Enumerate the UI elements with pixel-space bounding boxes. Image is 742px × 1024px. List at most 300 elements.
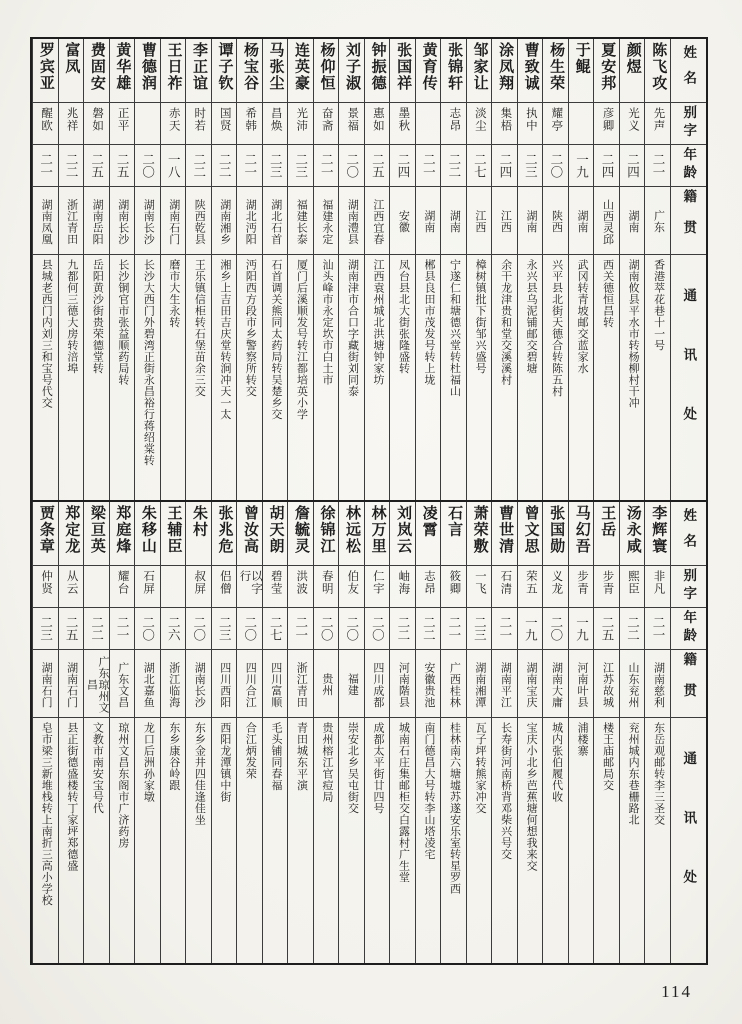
- age-cell: [161, 608, 186, 650]
- person-column: [364, 39, 390, 500]
- person-age: 二三: [38, 616, 53, 641]
- native-place-cell: [314, 650, 339, 718]
- courtesy-name-cell: [314, 566, 339, 608]
- age-cell: [441, 145, 466, 187]
- person-native: 湖南湘潭: [473, 661, 486, 708]
- person-name: 贾条章: [37, 505, 54, 555]
- name-cell: [645, 39, 670, 103]
- person-zi: 耀亭: [550, 107, 563, 132]
- person-age: 二一: [319, 153, 334, 178]
- person-zi: 集梧: [499, 107, 512, 132]
- courtesy-name-cell: [416, 103, 441, 145]
- age-cell: [365, 145, 390, 187]
- person-zi: 奋斋: [320, 107, 333, 132]
- age-cell: [263, 145, 288, 187]
- native-place-cell: [441, 187, 466, 255]
- name-cell: [314, 502, 339, 566]
- person-age: 二二: [217, 153, 232, 178]
- name-cell: [467, 502, 492, 566]
- name-cell: [339, 39, 364, 103]
- address-cell: [135, 718, 160, 963]
- native-place-cell: [492, 650, 517, 718]
- person-name: 林万里: [369, 505, 386, 555]
- person-native: 湖北嘉鱼: [142, 661, 155, 708]
- native-place-cell: [212, 650, 237, 718]
- person-age: 二〇: [319, 616, 334, 641]
- person-address: 磨市大生永转: [167, 259, 180, 328]
- address-cell: [237, 255, 262, 500]
- person-name: 涂凤翔: [497, 42, 514, 92]
- name-cell: [237, 502, 262, 566]
- person-address: 东乡康谷岭跟: [167, 722, 180, 791]
- name-cell: [645, 502, 670, 566]
- person-zi: 景福: [346, 107, 359, 132]
- person-age: 二一: [421, 153, 436, 178]
- native-place-cell: [339, 187, 364, 255]
- person-column: [134, 39, 160, 500]
- person-native: 安徽贵池: [422, 661, 435, 708]
- age-cell: [314, 145, 339, 187]
- native-place-cell: [263, 187, 288, 255]
- name-cell: [416, 39, 441, 103]
- person-name: 曾文思: [522, 505, 539, 555]
- header-column: [670, 39, 706, 500]
- person-native: 福建长泰: [295, 198, 308, 245]
- person-zi: 仲贤: [40, 570, 53, 595]
- person-name: 胡天朗: [267, 505, 284, 555]
- person-zi: 春明: [320, 570, 333, 595]
- native-place-cell: [59, 650, 84, 718]
- person-age: 二三: [217, 616, 232, 641]
- person-native: 浙江青田: [295, 661, 308, 708]
- age-cell: [467, 145, 492, 187]
- native-place-cell: [339, 650, 364, 718]
- courtesy-name-cell: [365, 566, 390, 608]
- person-column: [542, 502, 568, 963]
- address-cell: [492, 255, 517, 500]
- person-zi: 国贤: [218, 107, 231, 132]
- person-zi: 希韩: [244, 107, 257, 132]
- native-place-cell: [288, 650, 313, 718]
- name-cell: [390, 39, 415, 103]
- courtesy-name-cell: [569, 103, 594, 145]
- native-place-cell: [569, 187, 594, 255]
- person-age: 二五: [599, 616, 614, 641]
- name-cell: [365, 39, 390, 103]
- header-column: [670, 502, 706, 963]
- native-place-cell: [59, 187, 84, 255]
- person-name: 刘岚云: [395, 505, 412, 555]
- person-native: 广东: [652, 210, 665, 233]
- person-age: 二二: [395, 616, 410, 641]
- native-place-cell: [135, 187, 160, 255]
- person-name: 李正谊: [190, 42, 207, 92]
- person-zi: 从云: [65, 570, 78, 595]
- address-cell: [288, 718, 313, 963]
- person-column: [644, 502, 670, 963]
- person-native: 湖南石门: [40, 661, 53, 708]
- native-place-cell: [416, 650, 441, 718]
- person-zi: 惠如: [371, 107, 384, 132]
- person-column: [32, 39, 58, 500]
- name-cell: [594, 502, 619, 566]
- person-zi: 非凡: [652, 570, 665, 595]
- age-cell: [390, 608, 415, 650]
- courtesy-name-cell: [314, 103, 339, 145]
- age-cell: [339, 608, 364, 650]
- name-cell: [110, 39, 135, 103]
- age-cell: [212, 145, 237, 187]
- courtesy-name-cell: [365, 103, 390, 145]
- person-zi: 磐如: [91, 107, 104, 132]
- person-column: [58, 39, 84, 500]
- age-cell: [441, 608, 466, 650]
- person-age: 二一: [115, 616, 130, 641]
- address-cell: [288, 255, 313, 500]
- person-native: 山西灵邱: [601, 198, 614, 245]
- directory-table-bottom: [32, 502, 706, 963]
- native-place-cell: [161, 650, 186, 718]
- address-cell: [33, 718, 58, 963]
- name-cell: [339, 502, 364, 566]
- address-cell: [467, 255, 492, 500]
- age-cell: [390, 145, 415, 187]
- person-native: 河南叶县: [575, 661, 588, 708]
- address-cell: [645, 718, 670, 963]
- person-name: 郑定龙: [63, 505, 80, 555]
- person-name: 谭子钦: [216, 42, 233, 92]
- person-address: 汕头峰市永定坎市白土市: [320, 259, 333, 386]
- person-age: 二〇: [242, 616, 257, 641]
- person-name: 徐锦江: [318, 505, 335, 555]
- header-age: [671, 145, 706, 187]
- name-cell: [84, 502, 109, 566]
- person-address: 沔阳西方段市乡警察所转交: [244, 259, 257, 397]
- age-cell: [492, 608, 517, 650]
- age-cell: [237, 145, 262, 187]
- address-cell: [594, 255, 619, 500]
- address-cell: [569, 718, 594, 963]
- native-place-cell: [467, 187, 492, 255]
- courtesy-name-cell: [110, 103, 135, 145]
- person-name: 张国勋: [548, 505, 565, 555]
- person-zi: 义龙: [550, 570, 563, 595]
- age-cell: [135, 608, 160, 650]
- person-address: 樟树镇批下街邹兴盛号: [474, 259, 487, 374]
- native-place-cell: [365, 650, 390, 718]
- courtesy-name-cell: [594, 566, 619, 608]
- person-age: 二〇: [344, 616, 359, 641]
- person-address: 余干龙津贵和堂交溪溪村: [499, 259, 512, 386]
- person-address: 长沙铜官市张益顺药局转: [116, 259, 129, 386]
- address-cell: [59, 718, 84, 963]
- age-cell: [212, 608, 237, 650]
- person-native: 湖南大庸: [550, 661, 563, 708]
- person-native: 江西宜春: [371, 198, 384, 245]
- name-cell: [492, 502, 517, 566]
- age-cell: [110, 145, 135, 187]
- header-zi-label: 别字: [681, 568, 697, 605]
- native-place-cell: [161, 187, 186, 255]
- person-native: 湖南宝庆: [524, 661, 537, 708]
- age-cell: [84, 608, 109, 650]
- person-column: [83, 502, 109, 963]
- person-native: 陕西乾县: [193, 198, 206, 245]
- person-zi: 时若: [193, 107, 206, 132]
- person-native: 山东兖州: [627, 661, 639, 708]
- person-address: 西关德恒昌转: [601, 259, 614, 328]
- address-cell: [314, 255, 339, 500]
- age-cell: [594, 608, 619, 650]
- person-age: 二〇: [548, 616, 563, 641]
- native-place-cell: [33, 650, 58, 718]
- person-name: 杨宝谷: [241, 42, 258, 92]
- person-age: 二〇: [548, 153, 563, 178]
- person-column: [109, 502, 135, 963]
- person-column: [313, 502, 339, 963]
- name-cell: [161, 502, 186, 566]
- person-age: 二一: [497, 616, 512, 641]
- person-age: 二七: [472, 153, 487, 178]
- person-zi: 昌焕: [269, 107, 282, 132]
- name-cell: [59, 502, 84, 566]
- person-name: 詹毓灵: [293, 505, 310, 555]
- person-name: 王日祚: [165, 42, 182, 92]
- header-zi: [671, 103, 706, 145]
- person-zi: 志昂: [448, 107, 461, 132]
- name-cell: [33, 502, 58, 566]
- header-native: [671, 187, 706, 255]
- age-cell: [33, 145, 58, 187]
- courtesy-name-cell: [645, 566, 670, 608]
- person-zi: 熙臣: [626, 570, 639, 595]
- person-address: 浦楼寨: [576, 722, 589, 757]
- person-native: 安徽: [397, 210, 410, 233]
- age-cell: [620, 145, 645, 187]
- person-native: 浙江青田: [65, 198, 78, 245]
- person-address: 合江炳发荣: [244, 722, 257, 780]
- person-address: 青田城东平演: [295, 722, 308, 791]
- address-cell: [84, 255, 109, 500]
- header-name: [671, 39, 706, 103]
- person-age: 二四: [599, 153, 614, 178]
- person-address: 江西袁州城北洪塘钟家坊: [372, 259, 384, 386]
- person-zi: 光义: [626, 107, 639, 132]
- person-address: 香港萃花巷十一号: [652, 259, 665, 351]
- person-name: 颜煜: [624, 42, 641, 75]
- person-address: 龙口后洲孙家墩: [142, 722, 155, 803]
- person-native: 湖南澧县: [346, 198, 359, 245]
- person-column: [466, 39, 492, 500]
- person-native: 贵州: [320, 673, 333, 696]
- person-age: 二〇: [344, 153, 359, 178]
- person-name: 林远松: [344, 505, 361, 555]
- person-column: [338, 502, 364, 963]
- address-cell: [620, 255, 645, 500]
- directory-sheet: [30, 37, 708, 965]
- person-native: 四川富顺: [269, 661, 282, 708]
- name-cell: [288, 39, 313, 103]
- header-zi: [671, 566, 706, 608]
- person-age: 二五: [115, 153, 130, 178]
- address-cell: [110, 255, 135, 500]
- person-native: 湖南长沙: [116, 198, 129, 245]
- name-cell: [186, 39, 211, 103]
- address-cell: [390, 718, 415, 963]
- person-address: 兖州城内东巷栅路北: [627, 722, 640, 826]
- person-native: 广东文昌: [116, 661, 129, 708]
- person-address: 东乡金井四佳逢佳坐: [193, 722, 206, 826]
- courtesy-name-cell: [237, 566, 262, 608]
- person-zi: 正平: [116, 107, 129, 132]
- person-native: 湖南: [575, 210, 588, 233]
- person-native: 湖南: [627, 210, 639, 233]
- person-address: 凤台县北大街张隆盛转: [397, 259, 410, 374]
- header-age-label: 年龄: [681, 147, 697, 184]
- name-cell: [441, 39, 466, 103]
- person-zi: 碧莹: [269, 570, 282, 595]
- native-place-cell: [237, 650, 262, 718]
- person-address: 桂林南六塘墟苏遂安乐室转星罗西: [448, 722, 461, 895]
- person-name: 张国祥: [395, 42, 412, 92]
- person-name: 郑庭烽: [114, 505, 131, 555]
- name-cell: [518, 39, 543, 103]
- age-cell: [569, 145, 594, 187]
- person-zi: 先声: [652, 107, 665, 132]
- name-cell: [594, 39, 619, 103]
- address-cell: [161, 718, 186, 963]
- person-column: [32, 502, 58, 963]
- person-native: 福建: [346, 673, 359, 696]
- person-native: 湖北沔阳: [244, 198, 257, 245]
- courtesy-name-cell: [645, 103, 670, 145]
- person-age: 二二: [421, 616, 436, 641]
- native-place-cell: [569, 650, 594, 718]
- person-native: 湖南: [448, 210, 461, 233]
- person-column: [593, 39, 619, 500]
- person-name: 曹致诚: [522, 42, 539, 92]
- person-native: 湖南长沙: [142, 198, 155, 245]
- native-place-cell: [33, 187, 58, 255]
- person-address: 岳阳黄沙街贵荣德堂转: [91, 259, 104, 374]
- address-cell: [263, 255, 288, 500]
- person-address: 宝庆小北乡芭蕉塘何想我来交: [525, 722, 538, 872]
- person-zi: 伯友: [346, 570, 359, 595]
- native-place-cell: [467, 650, 492, 718]
- native-place-cell: [620, 187, 645, 255]
- address-cell: [518, 718, 543, 963]
- person-age: 一九: [523, 616, 538, 641]
- person-native: 四川合江: [244, 661, 257, 708]
- native-place-cell: [492, 187, 517, 255]
- person-zi: 耀台: [116, 570, 129, 595]
- person-column: [389, 39, 415, 500]
- person-native: 江苏故城: [601, 661, 614, 708]
- person-native: 浙江临海: [167, 661, 180, 708]
- address-cell: [135, 255, 160, 500]
- address-cell: [594, 718, 619, 963]
- person-address: 湖南攸县平水市转杨柳村干冲: [627, 259, 640, 409]
- age-cell: [84, 145, 109, 187]
- address-cell: [365, 718, 390, 963]
- age-cell: [569, 608, 594, 650]
- person-zi: 赤天: [167, 107, 180, 132]
- person-address: 崇安北乡吴屯街交: [346, 722, 359, 814]
- person-name: 朱村: [190, 505, 207, 538]
- person-column: [185, 39, 211, 500]
- person-name: 汤永咸: [624, 505, 641, 555]
- person-name: 陈飞攻: [650, 42, 667, 92]
- courtesy-name-cell: [339, 103, 364, 145]
- courtesy-name-cell: [390, 566, 415, 608]
- person-age: 二二: [191, 153, 206, 178]
- person-column: [491, 39, 517, 500]
- native-place-cell: [110, 650, 135, 718]
- person-name: 刘子淑: [344, 42, 361, 92]
- header-name-label: 姓名: [681, 44, 697, 97]
- native-place-cell: [390, 650, 415, 718]
- person-native: 湖南岳阳: [91, 198, 104, 245]
- person-age: 二一: [650, 153, 665, 178]
- native-place-cell: [84, 650, 109, 718]
- person-column: [364, 502, 390, 963]
- person-address: 石首调关熊同太药局转吴楚乡交: [269, 259, 282, 420]
- person-age: 一八: [166, 153, 181, 178]
- courtesy-name-cell: [339, 566, 364, 608]
- person-native: 湖南凤凰: [40, 198, 53, 245]
- person-native: 湖南慈利: [652, 661, 665, 708]
- age-cell: [237, 608, 262, 650]
- person-address: 王乐镇信柜转石堡苗余三交: [193, 259, 206, 397]
- person-name: 于鲲: [573, 42, 590, 75]
- address-cell: [543, 718, 568, 963]
- person-column: [262, 39, 288, 500]
- address-cell: [33, 255, 58, 500]
- courtesy-name-cell: [390, 103, 415, 145]
- person-name: 罗宾亚: [37, 42, 54, 92]
- person-column: [593, 502, 619, 963]
- address-cell: [212, 255, 237, 500]
- age-cell: [518, 145, 543, 187]
- person-address: 城内张伯履代收: [550, 722, 563, 803]
- person-age: 二五: [64, 616, 79, 641]
- address-cell: [59, 255, 84, 500]
- age-cell: [135, 145, 160, 187]
- person-zi: 彦卿: [601, 107, 614, 132]
- header-address: [671, 255, 706, 500]
- name-cell: [186, 502, 211, 566]
- courtesy-name-cell: [33, 566, 58, 608]
- native-place-cell: [645, 187, 670, 255]
- person-column: [211, 502, 237, 963]
- name-cell: [620, 502, 645, 566]
- person-age: 二二: [64, 153, 79, 178]
- person-zi: 叔屏: [193, 570, 206, 595]
- name-cell: [33, 39, 58, 103]
- person-zi: 光沛: [295, 107, 308, 132]
- courtesy-name-cell: [620, 566, 645, 608]
- age-cell: [339, 145, 364, 187]
- courtesy-name-cell: [186, 103, 211, 145]
- name-cell: [110, 502, 135, 566]
- courtesy-name-cell: [110, 566, 135, 608]
- person-column: [287, 39, 313, 500]
- native-place-cell: [110, 187, 135, 255]
- age-cell: [492, 145, 517, 187]
- person-column: [415, 39, 441, 500]
- name-cell: [543, 39, 568, 103]
- age-cell: [645, 608, 670, 650]
